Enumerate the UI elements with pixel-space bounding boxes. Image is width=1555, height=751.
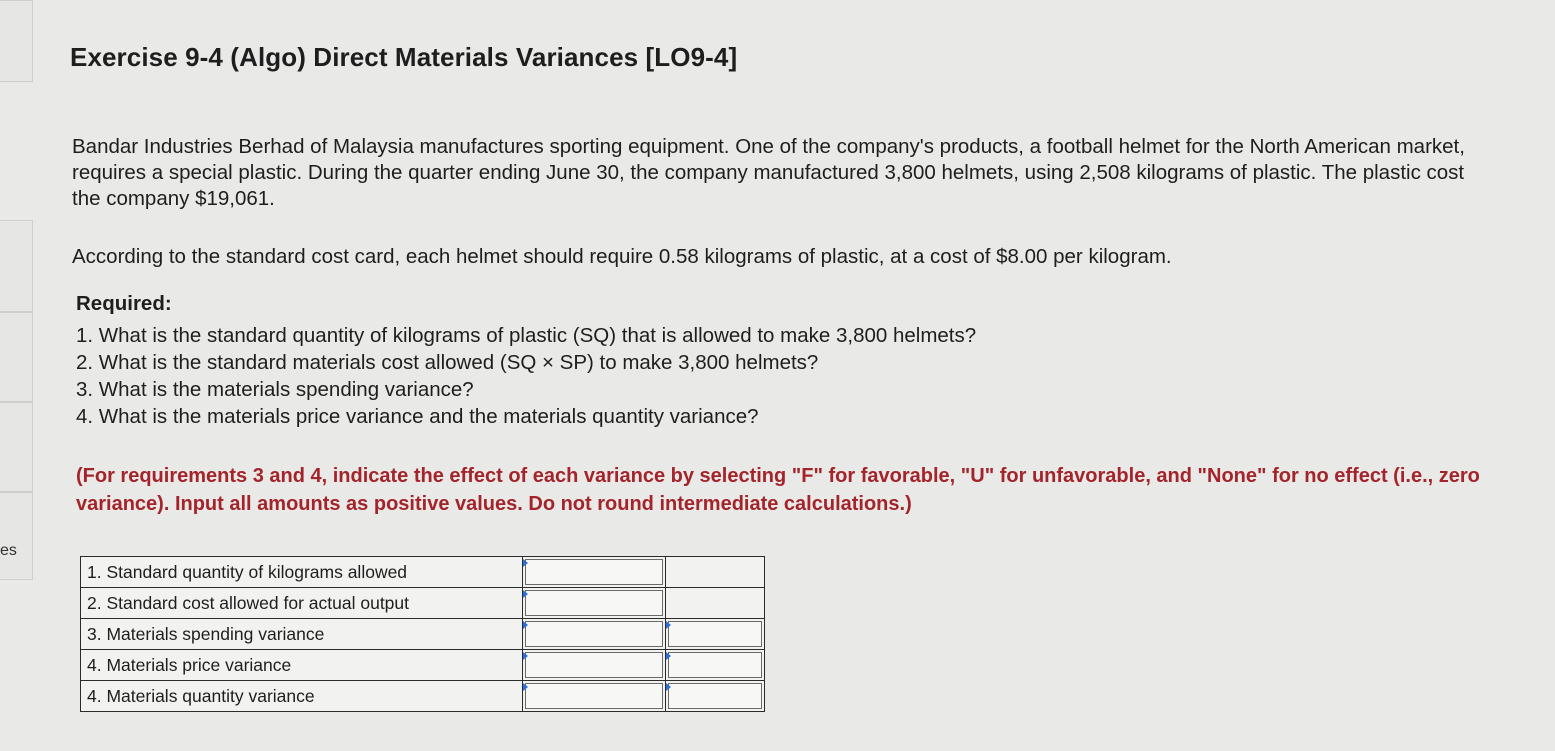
sidebar-label: es bbox=[0, 542, 17, 559]
exercise-title: Exercise 9-4 (Algo) Direct Materials Variances [LO9-4] bbox=[70, 42, 738, 72]
required-item: 2. What is the standard materials cost allowed (SQ × SP) to make 3,800 helmets? bbox=[76, 351, 819, 374]
required-item: 4. What is the materials price variance and the materials quantity variance? bbox=[76, 405, 759, 428]
amount-input[interactable] bbox=[523, 588, 666, 619]
left-sidebar bbox=[0, 0, 32, 751]
input-marker-icon bbox=[523, 621, 528, 629]
sidebar-panel[interactable] bbox=[0, 492, 33, 580]
input-marker-icon bbox=[523, 559, 528, 567]
table-row bbox=[81, 619, 765, 650]
required-heading: Required: bbox=[76, 292, 172, 315]
input-marker-icon bbox=[523, 590, 528, 598]
effect-cell bbox=[666, 557, 765, 588]
table-row bbox=[81, 557, 765, 588]
table-row bbox=[81, 588, 765, 619]
sidebar-panel[interactable] bbox=[0, 220, 33, 312]
problem-paragraph: Bandar Industries Berhad of Malaysia manufactures sporting equipment. One of the company's products, a football helmet for the North American market, requires a special plastic. During the quarter ending June 30, the company manufactured 3,800 helmets, using 2,508 kilograms of plastic. The plastic cost the company $19,061. bbox=[72, 135, 1465, 210]
amount-input[interactable] bbox=[523, 681, 666, 712]
amount-input[interactable] bbox=[523, 557, 666, 588]
instructions-note: (For requirements 3 and 4, indicate the effect of each variance by selecting "F" for favorable, "U" for unfavorable, and "None" for no effect (i.e., zero variance). Input all amounts as positive values. Do not round intermediate calculations.) bbox=[76, 465, 1480, 515]
row-label: 2. Standard cost allowed for actual output bbox=[81, 588, 523, 619]
effect-select[interactable] bbox=[666, 681, 765, 712]
input-marker-icon bbox=[523, 683, 528, 691]
amount-input[interactable] bbox=[523, 619, 666, 650]
answer-table bbox=[80, 556, 765, 712]
required-item: 3. What is the materials spending variance? bbox=[76, 378, 474, 401]
row-label: 4. Materials quantity variance bbox=[81, 681, 523, 712]
table-row bbox=[81, 650, 765, 681]
sidebar-panel[interactable] bbox=[0, 312, 33, 402]
row-label: 3. Materials spending variance bbox=[81, 619, 523, 650]
row-label: 1. Standard quantity of kilograms allowed bbox=[81, 557, 523, 588]
row-label: 4. Materials price variance bbox=[81, 650, 523, 681]
effect-select[interactable] bbox=[666, 619, 765, 650]
required-item: 1. What is the standard quantity of kilograms of plastic (SQ) that is allowed to make 3,800 helmets? bbox=[76, 324, 977, 347]
sidebar-panel[interactable] bbox=[0, 0, 33, 82]
table-row bbox=[81, 681, 765, 712]
standard-cost-paragraph: According to the standard cost card, each helmet should require 0.58 kilograms of plastic, at a cost of $8.00 per kilogram. bbox=[72, 245, 1172, 268]
amount-input[interactable] bbox=[523, 650, 666, 681]
input-marker-icon bbox=[523, 652, 528, 660]
required-list bbox=[76, 322, 976, 430]
input-marker-icon bbox=[666, 683, 671, 691]
effect-select[interactable] bbox=[666, 650, 765, 681]
input-marker-icon bbox=[666, 621, 671, 629]
effect-cell bbox=[666, 588, 765, 619]
sidebar-panel[interactable] bbox=[0, 402, 33, 492]
input-marker-icon bbox=[666, 652, 671, 660]
